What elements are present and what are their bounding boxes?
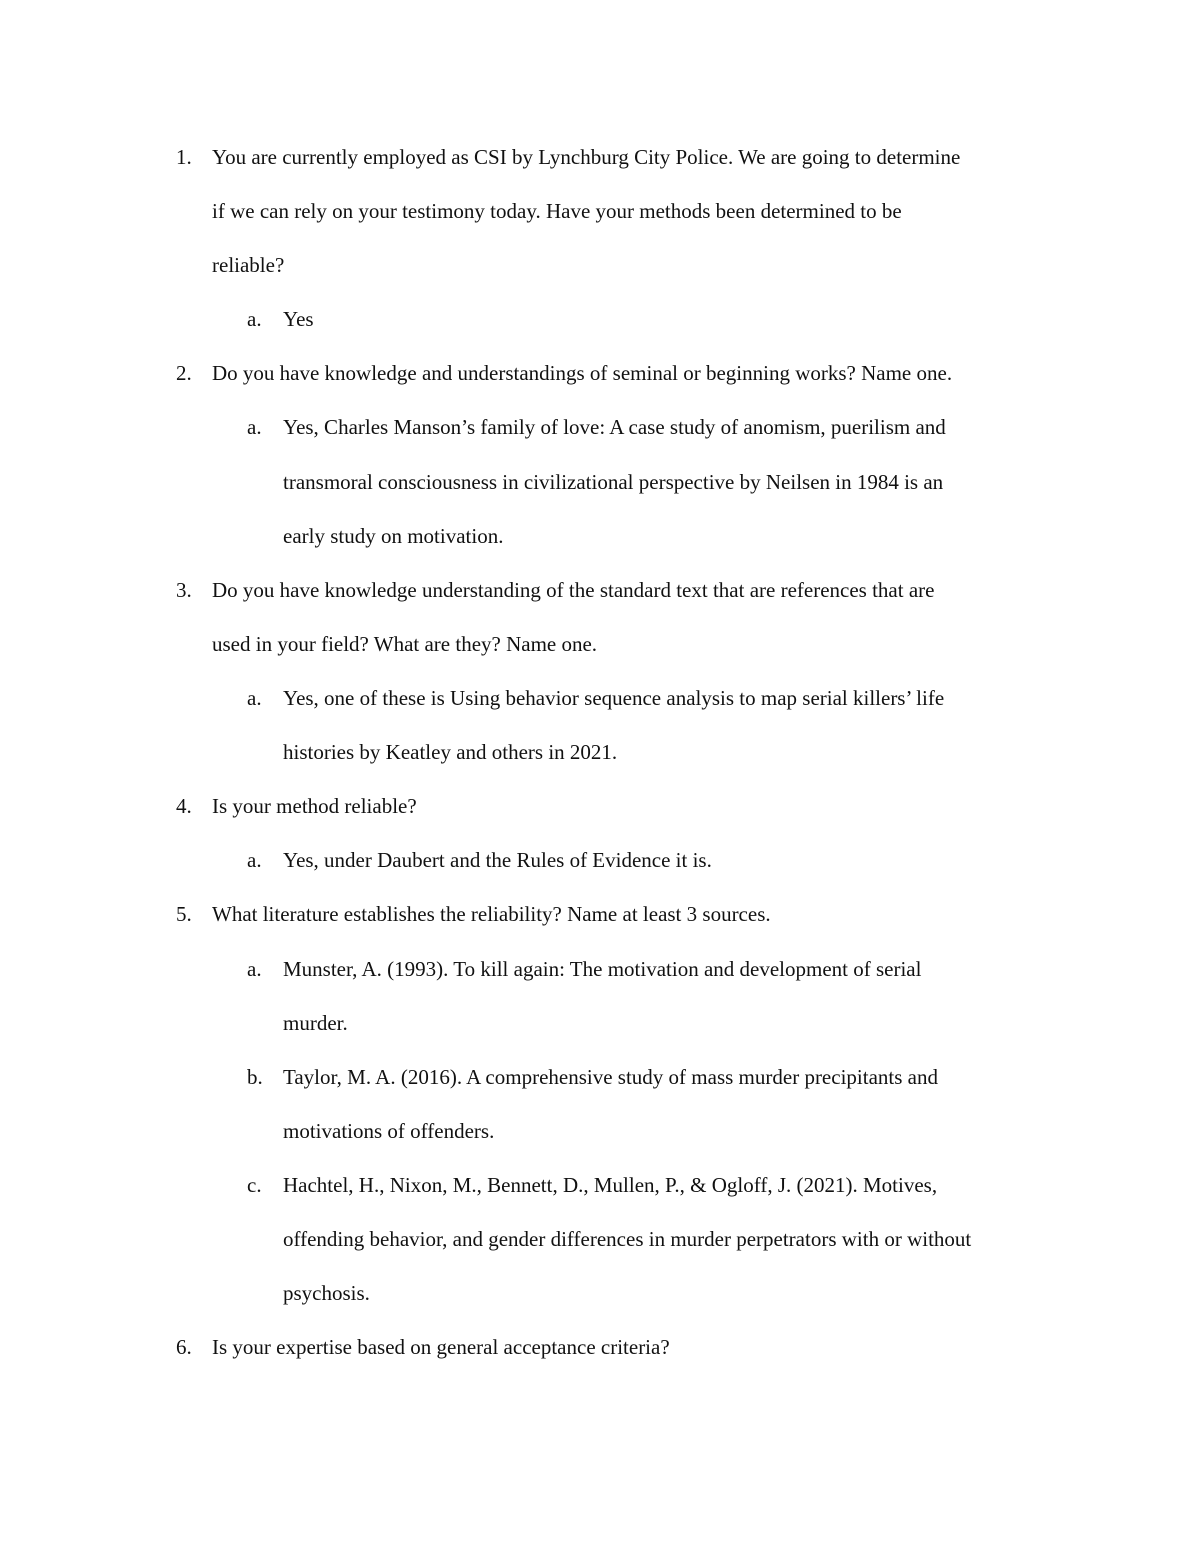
answer-text: Munster, A. (1993). To kill again: The motivation and development of serial [283,957,922,981]
question-number: 1. [176,145,192,169]
answer-letter: a. [247,415,262,439]
answer-text: Yes [283,307,314,331]
question-number: 6. [176,1335,192,1359]
answer-text: murder. [283,1011,348,1035]
question-number: 3. [176,578,192,602]
answer-text: psychosis. [283,1281,370,1305]
answer-letter: a. [247,957,262,981]
answer-text: early study on motivation. [283,524,504,548]
answer-text: Yes, Charles Manson’s family of love: A case study of anomism, puerilism and [283,415,946,439]
question-text: Do you have knowledge understanding of the standard text that are references that are [212,578,935,602]
answer-letter: a. [247,307,262,331]
answer-text: motivations of offenders. [283,1119,495,1143]
question-number: 2. [176,361,192,385]
answer-text: offending behavior, and gender differences in murder perpetrators with or without [283,1227,972,1251]
question-number: 5. [176,902,192,926]
answer-text: Yes, one of these is Using behavior sequence analysis to map serial killers’ life [283,686,945,710]
question-number: 4. [176,794,192,818]
answer-letter: c. [247,1173,262,1197]
question-text: used in your field? What are they? Name one. [212,632,598,656]
question-text: Is your method reliable? [212,794,417,818]
answer-text: Yes, under Daubert and the Rules of Evidence it is. [283,848,712,872]
question-text: Do you have knowledge and understandings of seminal or beginning works? Name one. [212,361,953,385]
answer-text: Taylor, M. A. (2016). A comprehensive study of mass murder precipitants and [283,1065,938,1089]
question-text: if we can rely on your testimony today. Have your methods been determined to be [212,199,902,223]
question-text: reliable? [212,253,285,277]
question-text: Is your expertise based on general acceptance criteria? [212,1335,670,1359]
answer-letter: a. [247,686,262,710]
answer-letter: a. [247,848,262,872]
question-text: You are currently employed as CSI by Lynchburg City Police. We are going to determine [212,145,961,169]
answer-text: Hachtel, H., Nixon, M., Bennett, D., Mullen, P., & Ogloff, J. (2021). Motives, [283,1173,938,1197]
answer-text: histories by Keatley and others in 2021. [283,740,618,764]
answer-letter: b. [247,1065,263,1089]
answer-text: transmoral consciousness in civilizational perspective by Neilsen in 1984 is an [283,470,944,494]
question-text: What literature establishes the reliability? Name at least 3 sources. [212,902,771,926]
